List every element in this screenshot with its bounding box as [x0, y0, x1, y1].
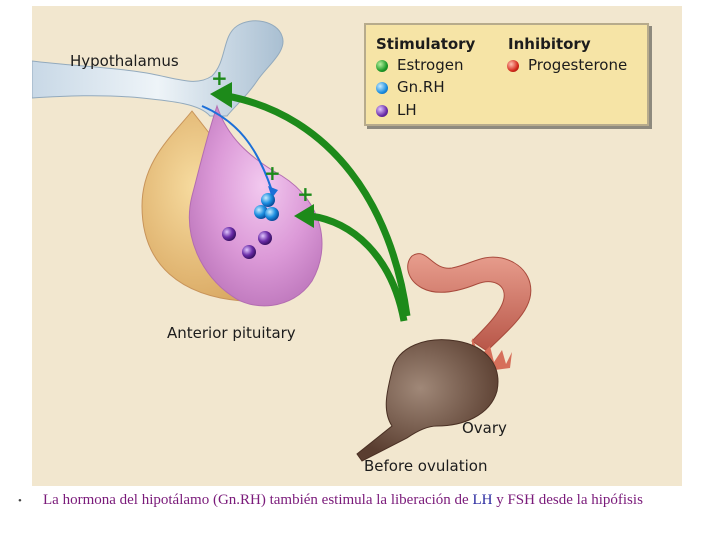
estrogen-dot-icon [376, 60, 388, 72]
legend-box [364, 23, 649, 126]
legend-item-estrogen: Estrogen [397, 56, 464, 74]
legend-item-gnrh: Gn.RH [397, 78, 445, 96]
hypothalamus-label: Hypothalamus [70, 52, 179, 70]
inhibitory-heading: Inhibitory [508, 35, 591, 53]
gnrh-molecule [261, 193, 275, 207]
progesterone-dot-icon [507, 60, 519, 72]
fallopian-tube [408, 254, 531, 351]
anterior-pituitary-label: Anterior pituitary [167, 324, 296, 342]
caption-main: La hormona del hipotálamo (Gn.RH) también estimula la liberación de [43, 492, 473, 508]
lh-molecule [242, 245, 256, 259]
legend-item-lh: LH [397, 101, 417, 119]
stimulatory-plus: + [264, 161, 281, 185]
stimulatory-plus: + [211, 66, 228, 90]
lh-dot-icon [376, 105, 388, 117]
bullet-icon: • [18, 495, 22, 507]
stimulatory-plus: + [297, 182, 314, 206]
estrogen-arrow-to-pituitary [310, 216, 404, 321]
caption-text [43, 492, 703, 508]
ovary-shape [357, 340, 498, 461]
legend-item-progesterone: Progesterone [528, 56, 628, 74]
caption-lh: LH [472, 492, 493, 508]
caption-conj: y [492, 492, 508, 508]
diagram-figure [32, 6, 682, 486]
stage-label: Before ovulation [364, 457, 488, 475]
caption-fsh: FSH [507, 492, 535, 508]
gnrh-molecule [265, 207, 279, 221]
caption-end: desde la hipófisis [535, 492, 643, 508]
ovary-label: Ovary [462, 419, 507, 437]
lh-molecule [222, 227, 236, 241]
lh-molecule [258, 231, 272, 245]
stimulatory-heading: Stimulatory [376, 35, 476, 53]
gnrh-dot-icon [376, 82, 388, 94]
